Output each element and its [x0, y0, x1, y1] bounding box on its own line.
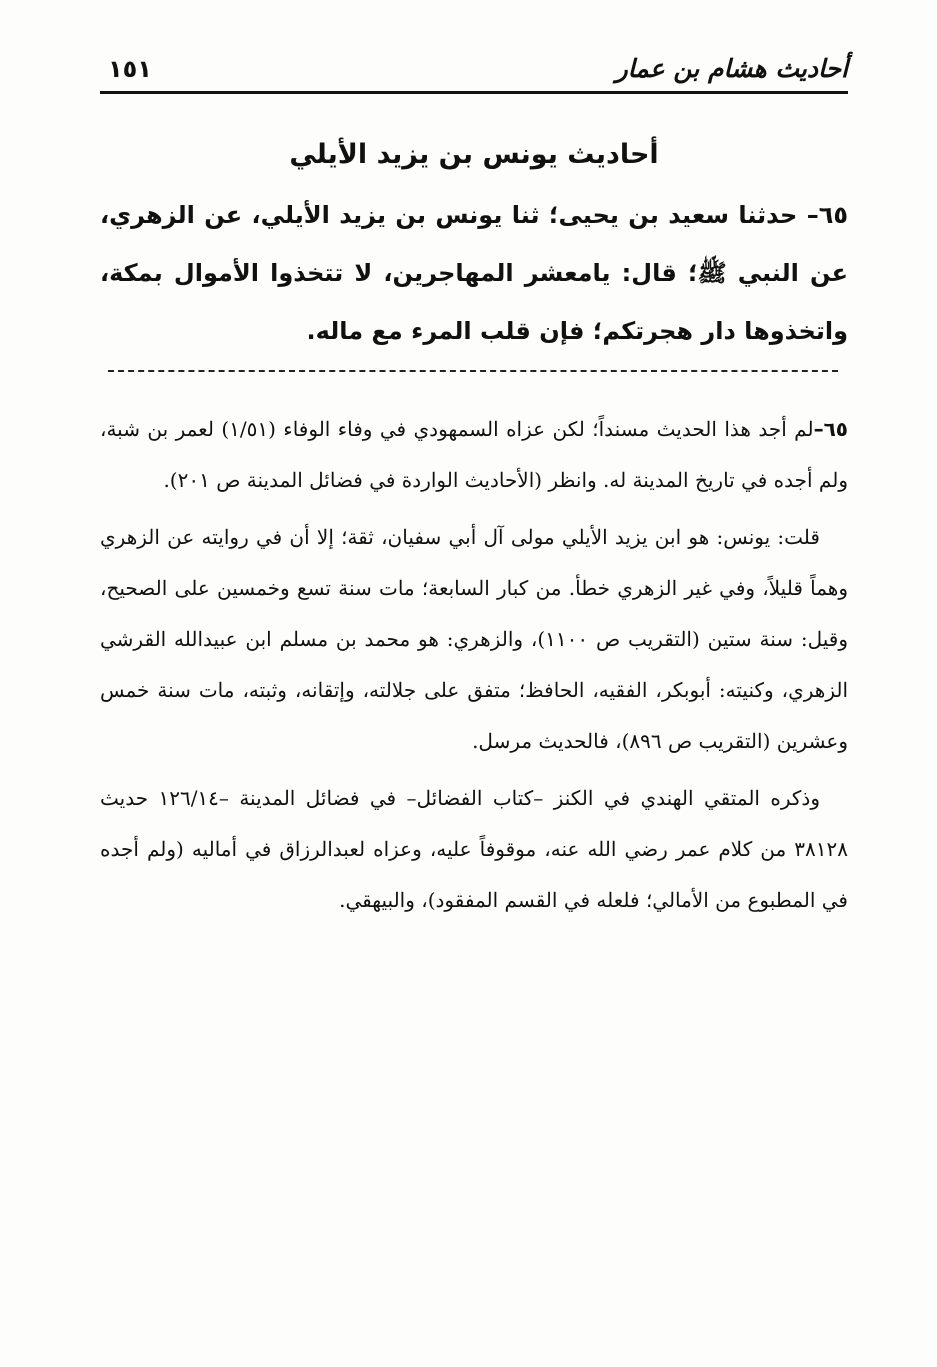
footnotes: [100, 404, 848, 932]
footnote-3-text: وذكره المتقي الهندي في الكنز –كتاب الفضائل– في فضائل المدينة –١٢٦/١٤ حديث ٣٨١٢٨ من كلام عمر رضي الله عنه، موقوفاً عليه، وعزاه لعبدالرزاق في أماليه (ولم أجده في المطبوع من الأمالي؛ فلعله في القسم المفقود)، والبيهقي.: [100, 786, 848, 912]
footnote-2-text: قلت: يونس: هو ابن يزيد الأيلي مولى آل أبي سفيان، ثقة؛ إلا أن في روايته عن الزهري وهماً قليلاً، وفي غير الزهري خطأ. من كبار السابعة؛ مات سنة تسع وخمسين على الصحيح، وقيل: سنة ستين (التقريب ص ١١٠٠)، والزهري: هو محمد بن مسلم ابن عبيدالله القرشي الزهري، وكنيته: أبوبكر، الفقيه، الحافظ؛ متفق على جلالته، وإتقانه، وثبته، مات سنة خمس وعشرين (التقريب ص ٨٩٦)، فالحديث مرسل.: [100, 525, 848, 753]
hadith-text-block: [100, 186, 848, 360]
footnote-1-text: لم أجد هذا الحديث مسنداً؛ لكن عزاه السمهودي في وفاء الوفاء (١/٥١) لعمر بن شبة، ولم أجده في تاريخ المدينة له. وانظر (الأحاديث الواردة في فضائل المدينة ص ٢٠١).: [100, 417, 848, 492]
section-title: أحاديث يونس بن يزيد الأيلي: [289, 139, 659, 170]
footnote-divider: [108, 370, 838, 372]
running-title: أحاديث هشام بن عمار: [615, 54, 848, 83]
hadith-text: حدثنا سعيد بن يحيى؛ ثنا يونس بن يزيد الأيلي، عن الزهري، عن النبي ﷺ؛ قال: يامعشر المهاجرين، لا تتخذوا الأموال بمكة، واتخذوها دار هجرتكم؛ فإن قلب المرء مع ماله.: [100, 201, 848, 345]
footnote-1: [100, 404, 848, 506]
footnote-number: ٦٥–: [813, 417, 848, 441]
hadith-number: ٦٥–: [806, 201, 848, 229]
page-header: [100, 50, 848, 94]
page-number: ١٥١: [108, 55, 152, 83]
header-rule: [100, 91, 848, 94]
